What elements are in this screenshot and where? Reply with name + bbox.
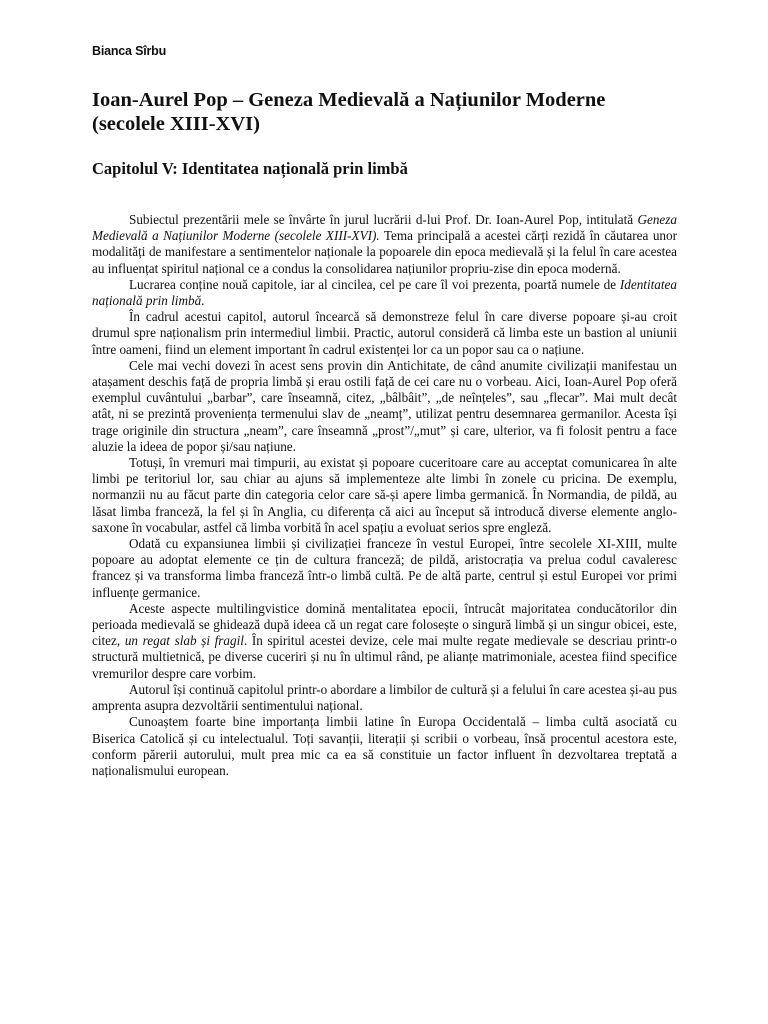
title-line-2: (secolele XIII-XVI) [92, 113, 260, 135]
chapter-title-italic: Identitatea națională prin limbă [92, 276, 677, 309]
paragraph-7 [92, 601, 677, 682]
quote-italic: un regat slab și fragil [124, 633, 244, 649]
book-title-italic: Geneza Medievală a Națiunilor Moderne (secolele XIII-XVI). [92, 212, 677, 244]
paragraph-1-text-b: Tema principală a acestei cărți rezidă în căutarea unor modalități de manifestare a sentimentelor naționale la popoarele din epoca medievală și la felul în care acestea au influențat spiritul național ce a condus la consolidarea națiunilor propriu-zise din epoca modernă. [92, 228, 677, 276]
paragraph-4: Cele mai vechi dovezi în acest sens provin din Antichitate, de când anumite civilizații manifestau un atașament deschis față de propria limbă și erau ostili față de cei care nu o vorbeau. Aici, Ioan-Aurel Pop oferă exemplul cuvântului „barbar”, care înseamnă, citez, „bâlbâit”, „de neînțeles”, sau „flecar”. Mai mult decât atât, ni se prezintă proveniența termenului slav de „neamț”, utilizat pentru desemnarea germanilor. Acesta își trage originile din structura „neam”, care înseamnă „prost”/„mut” și care, ulterior, va fi folosit pentru a face aluzie la ideea de popor și/sau națiune. [92, 357, 677, 454]
paragraph-1-text-a: Subiectul prezentării mele se învârte în jurul lucrării d-lui Prof. Dr. Ioan-Aurel Pop, intitulată [129, 212, 638, 227]
paragraph-2-text-a: Lucrarea conține nouă capitole, iar al cincilea, cel pe care îl voi prezenta, poartă numele de [129, 276, 620, 292]
paragraph-3: În cadrul acestui capitol, autorul încearcă să demonstreze felul în care diverse popoare și-au croit drumul spre naționalism prin intermediul limbii. Practic, autorul consideră că limba este un bastion al uniunii între oameni, fiind un element important în cadrul existenței lor ca un popor sau ca o națiune. [92, 309, 677, 357]
title-line-1: Ioan-Aurel Pop – Geneza Medievală a Națiunilor Moderne [92, 89, 606, 111]
paragraph-2-text-b: . [201, 293, 205, 309]
paragraph-7-text-a: Aceste aspecte multilingvistice domină mentalitatea epocii, întrucât majoritatea conducătorilor din perioada medievală se ghidează după ideea că un regat care folosește o singură limbă și un singur obicei, este, citez, [92, 600, 677, 649]
paragraph-1 [92, 212, 677, 277]
paragraph-7-text-b: . În spiritul acestei devize, cele mai multe regate medievale se descriau printr-o structură multietnică, pe diverse cuceriri și nu în ultimul rând, pe alianțe matrimoniale, acestea fiind specifice vremurilor despre care vorbim. [92, 633, 677, 681]
paragraph-9: Cunoaștem foarte bine importanța limbii latine în Europa Occidentală – limba cultă asociată cu Biserica Catolică și cu intelectualul. Toți savanții, literații și scribii o vorbeau, însă procentul acestora este, conform părerii autorului, mult prea mic ca ea să constituie un factor influent în dezvoltarea treptată a naționalismului european. [92, 714, 677, 778]
chapter-heading: Capitolul V: Identitatea națională prin limbă [92, 159, 408, 178]
paragraph-2 [92, 277, 677, 309]
author-name: Bianca Sîrbu [92, 44, 167, 58]
paragraph-5: Totuși, în vremuri mai timpurii, au existat și popoare cuceritoare care au acceptat comunicarea în alte limbi pe teritoriul lor, sau chiar au ajuns să implementeze alte limbi în zonele cu pricina. De exemplu, normanzii nu au făcut parte din categoria celor care să-și apere limba germanică. În Normandia, de pildă, au lăsat limba franceză, la fel și în Anglia, cu diferența că aici au început să introducă diverse elemente anglo-saxone în vocabular, astfel că limba vorbită în acel spațiu a evoluat serios spre engleză. [92, 455, 677, 535]
paragraph-6: Odată cu expansiunea limbii și civilizației franceze în vestul Europei, între secolele XI-XIII, multe popoare au adoptat elemente ce țin de cultura franceză; de pildă, aristocrația va prelua codul cavaleresc francez și va transforma limba franceză într-o limbă cultă. Pe de altă parte, centrul și estul Europei vor primi influențe germanice. [92, 536, 677, 600]
paragraph-8: Autorul își continuă capitolul printr-o abordare a limbilor de cultură și a felului în care acestea și-au pus amprenta asupra dezvoltării sentimentului național. [92, 681, 677, 714]
document-body [92, 212, 677, 779]
document-title [92, 88, 677, 136]
